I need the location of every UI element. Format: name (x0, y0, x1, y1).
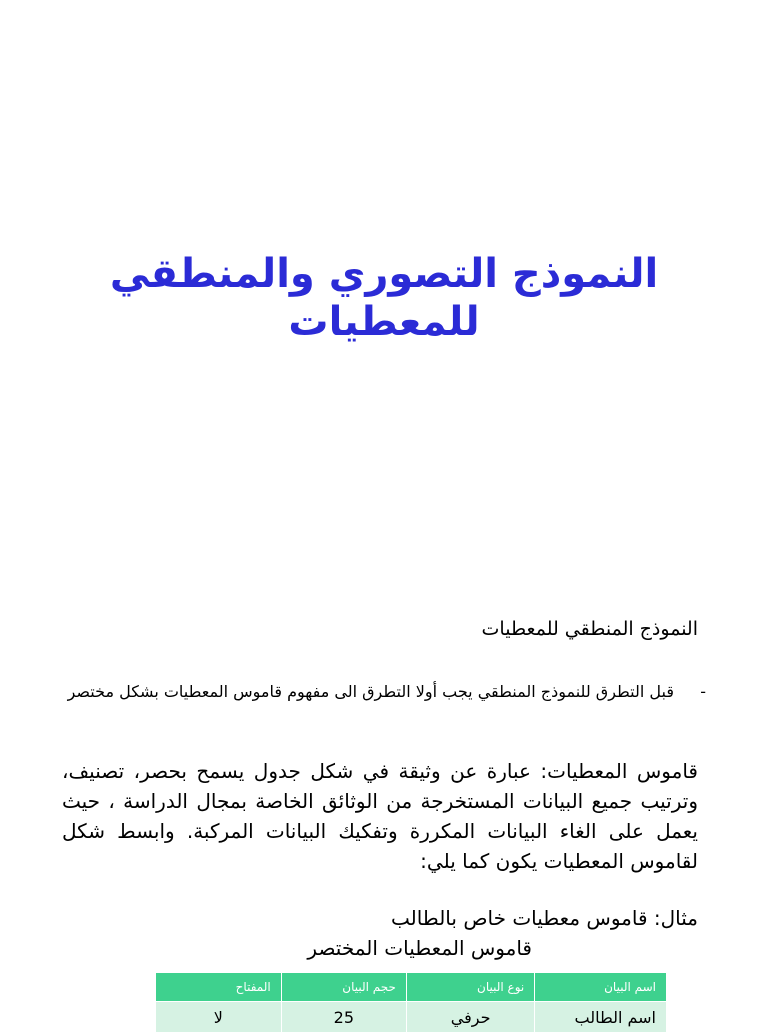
cell-name: اسم الطالب (535, 1002, 667, 1033)
definition-paragraph: قاموس المعطيات: عبارة عن وثيقة في شكل جدول يسمح بحصر، تصنيف، وترتيب جميع البيانات المستخرجة من الوثائق الخاصة بمجال الدراسة ، حيث يعمل على الغاء البيانات المكررة وتفكيك البيانات المركبة. وابسط شكل لقاموس المعطيات يكون كما يلي: (62, 759, 698, 873)
slide-title: النموذج التصوري والمنطقي للمعطيات (109, 251, 659, 345)
header-size: حجم البيان (281, 973, 406, 1002)
section-heading: النموذج المنطقي للمعطيات (481, 618, 698, 640)
cell-size: 25 (281, 1002, 406, 1033)
header-name: اسم البيان (535, 973, 667, 1002)
table-title: قاموس المعطيات المختصر (307, 936, 532, 960)
header-key: المفتاح (156, 973, 282, 1002)
intro-text: قبل التطرق للنموذج المنطقي يجب أولا التطرق الى مفهوم قاموس المعطيات بشكل مختصر (67, 682, 674, 701)
table-row (156, 1002, 667, 1033)
cell-key: لا (156, 1002, 282, 1033)
bullet-dash: - (700, 682, 706, 701)
table-header-row (156, 973, 667, 1002)
intro-paragraph (62, 680, 706, 704)
example-line: مثال: قاموس معطيات خاص بالطالب (390, 906, 698, 930)
header-type: نوع البيان (406, 973, 534, 1002)
cell-type: حرفي (406, 1002, 534, 1033)
